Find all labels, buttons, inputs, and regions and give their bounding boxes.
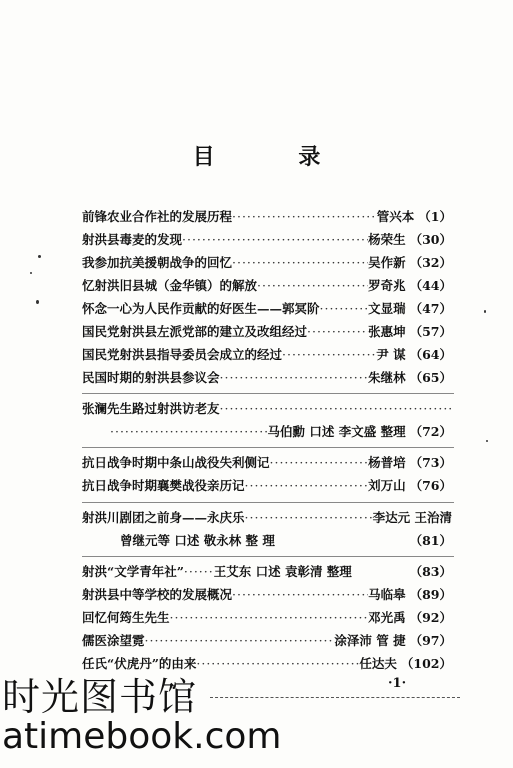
toc-entry-author: 吴作新 bbox=[368, 255, 406, 270]
toc-entry bbox=[82, 586, 452, 604]
section-divider bbox=[82, 502, 454, 503]
watermark-title: 时光图书馆 bbox=[2, 675, 198, 719]
toc-entry bbox=[82, 346, 452, 364]
toc-entry-title: 回忆何筠生先生 bbox=[82, 610, 170, 625]
toc-entry-page: （44） bbox=[409, 278, 452, 293]
toc-entry-author: 任达夫 bbox=[359, 656, 397, 671]
toc-entry-title: 民国时期的射洪县参议会 bbox=[82, 370, 220, 385]
scan-speck bbox=[30, 272, 32, 274]
toc-entry-author: 管兴本 bbox=[376, 209, 415, 224]
toc-entry bbox=[82, 369, 452, 387]
toc-entry-page: （89） bbox=[409, 587, 452, 602]
toc-entry bbox=[82, 208, 452, 226]
toc-entry-title: 抗日战争时期襄樊战役亲历记 bbox=[82, 478, 245, 493]
toc-entry bbox=[82, 477, 452, 495]
toc-entry bbox=[82, 454, 452, 472]
toc-entry-author: 王艾东 口述 袁彰清 整理 bbox=[213, 564, 352, 579]
toc-entry-page: （30） bbox=[409, 232, 452, 247]
toc-entry-author: 马临皋 bbox=[368, 587, 406, 602]
section-divider bbox=[82, 393, 454, 394]
page-title: 目 录 bbox=[192, 144, 359, 170]
toc-entry-continuation bbox=[110, 423, 452, 441]
toc-entry bbox=[82, 277, 452, 295]
toc-entry-author: 朱继林 bbox=[368, 370, 406, 385]
toc-entry-title: 儒医涂望霓 bbox=[82, 633, 145, 648]
toc-entry-title: 抗日战争时期中条山战役失利侧记 bbox=[82, 455, 270, 470]
toc-entry-continuation bbox=[120, 532, 452, 550]
toc-entry-page: （97） bbox=[409, 633, 452, 648]
toc-entry-author: 李达元 王治清 bbox=[372, 510, 452, 525]
toc-entry bbox=[82, 400, 452, 418]
toc-entry-page: （83） bbox=[409, 564, 452, 579]
toc-entry-author: 杨普培 bbox=[368, 455, 406, 470]
toc-entry-page: （92） bbox=[409, 610, 452, 625]
section-divider bbox=[82, 556, 454, 557]
toc-entry bbox=[82, 300, 452, 318]
toc-entry bbox=[82, 632, 452, 650]
toc-entry-author: 杨荣生 bbox=[368, 232, 406, 247]
toc-entry bbox=[82, 509, 452, 527]
toc-entry-author: 马伯勳 口述 李文盛 整理 bbox=[267, 424, 406, 439]
toc-entry-title: 射洪川剧团之前身——永庆乐 bbox=[82, 510, 245, 525]
toc-entry-author: 刘万山 bbox=[368, 478, 406, 493]
toc-entry-page: （64） bbox=[409, 347, 452, 362]
toc-entry-author: 罗奇兆 bbox=[368, 278, 406, 293]
scan-speck bbox=[486, 440, 488, 442]
toc-entry-title: 国民党射洪县指导委员会成立的经过 bbox=[82, 347, 283, 362]
page-number: ·1· bbox=[388, 676, 407, 691]
toc-entry-page: （73） bbox=[409, 455, 452, 470]
toc-entry bbox=[82, 254, 452, 272]
toc-entry-page: （76） bbox=[409, 478, 452, 493]
toc-entry-title: 国民党射洪县左派党部的建立及改组经过 bbox=[82, 324, 308, 339]
toc-entry bbox=[82, 609, 452, 627]
toc-entry-page: （102） bbox=[400, 656, 452, 671]
toc-entry-title: 张澜先生路过射洪访老友 bbox=[82, 401, 220, 416]
toc-entry bbox=[82, 231, 452, 249]
toc-entry-author: 曾继元等 口述 敬永林 整 理 bbox=[120, 533, 275, 548]
toc-entry-page: （32） bbox=[409, 255, 452, 270]
toc-entry-author: 涂泽沛 管 捷 bbox=[334, 633, 406, 648]
section-divider bbox=[82, 447, 454, 448]
toc-entry-title: 射洪县中等学校的发展概况 bbox=[82, 587, 233, 602]
watermark-url: atimebook.com bbox=[2, 716, 282, 757]
toc-entry-title: 任氏“伏虎丹”的由来 bbox=[82, 656, 197, 671]
toc-entry-page: （57） bbox=[409, 324, 452, 339]
toc-entry: 射洪“文学青年社” ······ 王艾东 口述 袁彰清 整理 （83） bbox=[82, 564, 452, 579]
scan-speck bbox=[38, 255, 41, 258]
toc-entry-title: 射洪县毒麦的发现 bbox=[82, 232, 183, 247]
toc-entry-title: 射洪“文学青年社” bbox=[82, 564, 184, 579]
toc-entry-author: 邓光禹 bbox=[368, 610, 406, 625]
toc-entry-page: （72） bbox=[409, 424, 452, 439]
scan-speck bbox=[484, 310, 486, 313]
toc-entry-title: 怀念一心为人民作贡献的好医生——郭冥阶 bbox=[82, 301, 320, 316]
toc-entry-page: （81） bbox=[409, 533, 452, 548]
toc-entry-author: 张惠坤 bbox=[368, 324, 406, 339]
toc-entry-title: 前锋农业合作社的发展历程 bbox=[82, 209, 233, 224]
bottom-rule bbox=[210, 697, 460, 698]
toc-entry-page: （47） bbox=[409, 301, 452, 316]
toc-entry-page: （1） bbox=[418, 209, 452, 224]
scan-speck bbox=[36, 300, 39, 304]
toc-entry-page: （65） bbox=[409, 370, 452, 385]
toc-entry-title: 忆射洪旧县城（金华镇）的解放 bbox=[82, 278, 258, 293]
toc-entry-author: 尹 谋 bbox=[376, 347, 406, 362]
toc-entry-author: 文显瑞 bbox=[368, 301, 406, 316]
toc-entry bbox=[82, 323, 452, 341]
toc-entry-title: 我参加抗美援朝战争的回忆 bbox=[82, 255, 233, 270]
